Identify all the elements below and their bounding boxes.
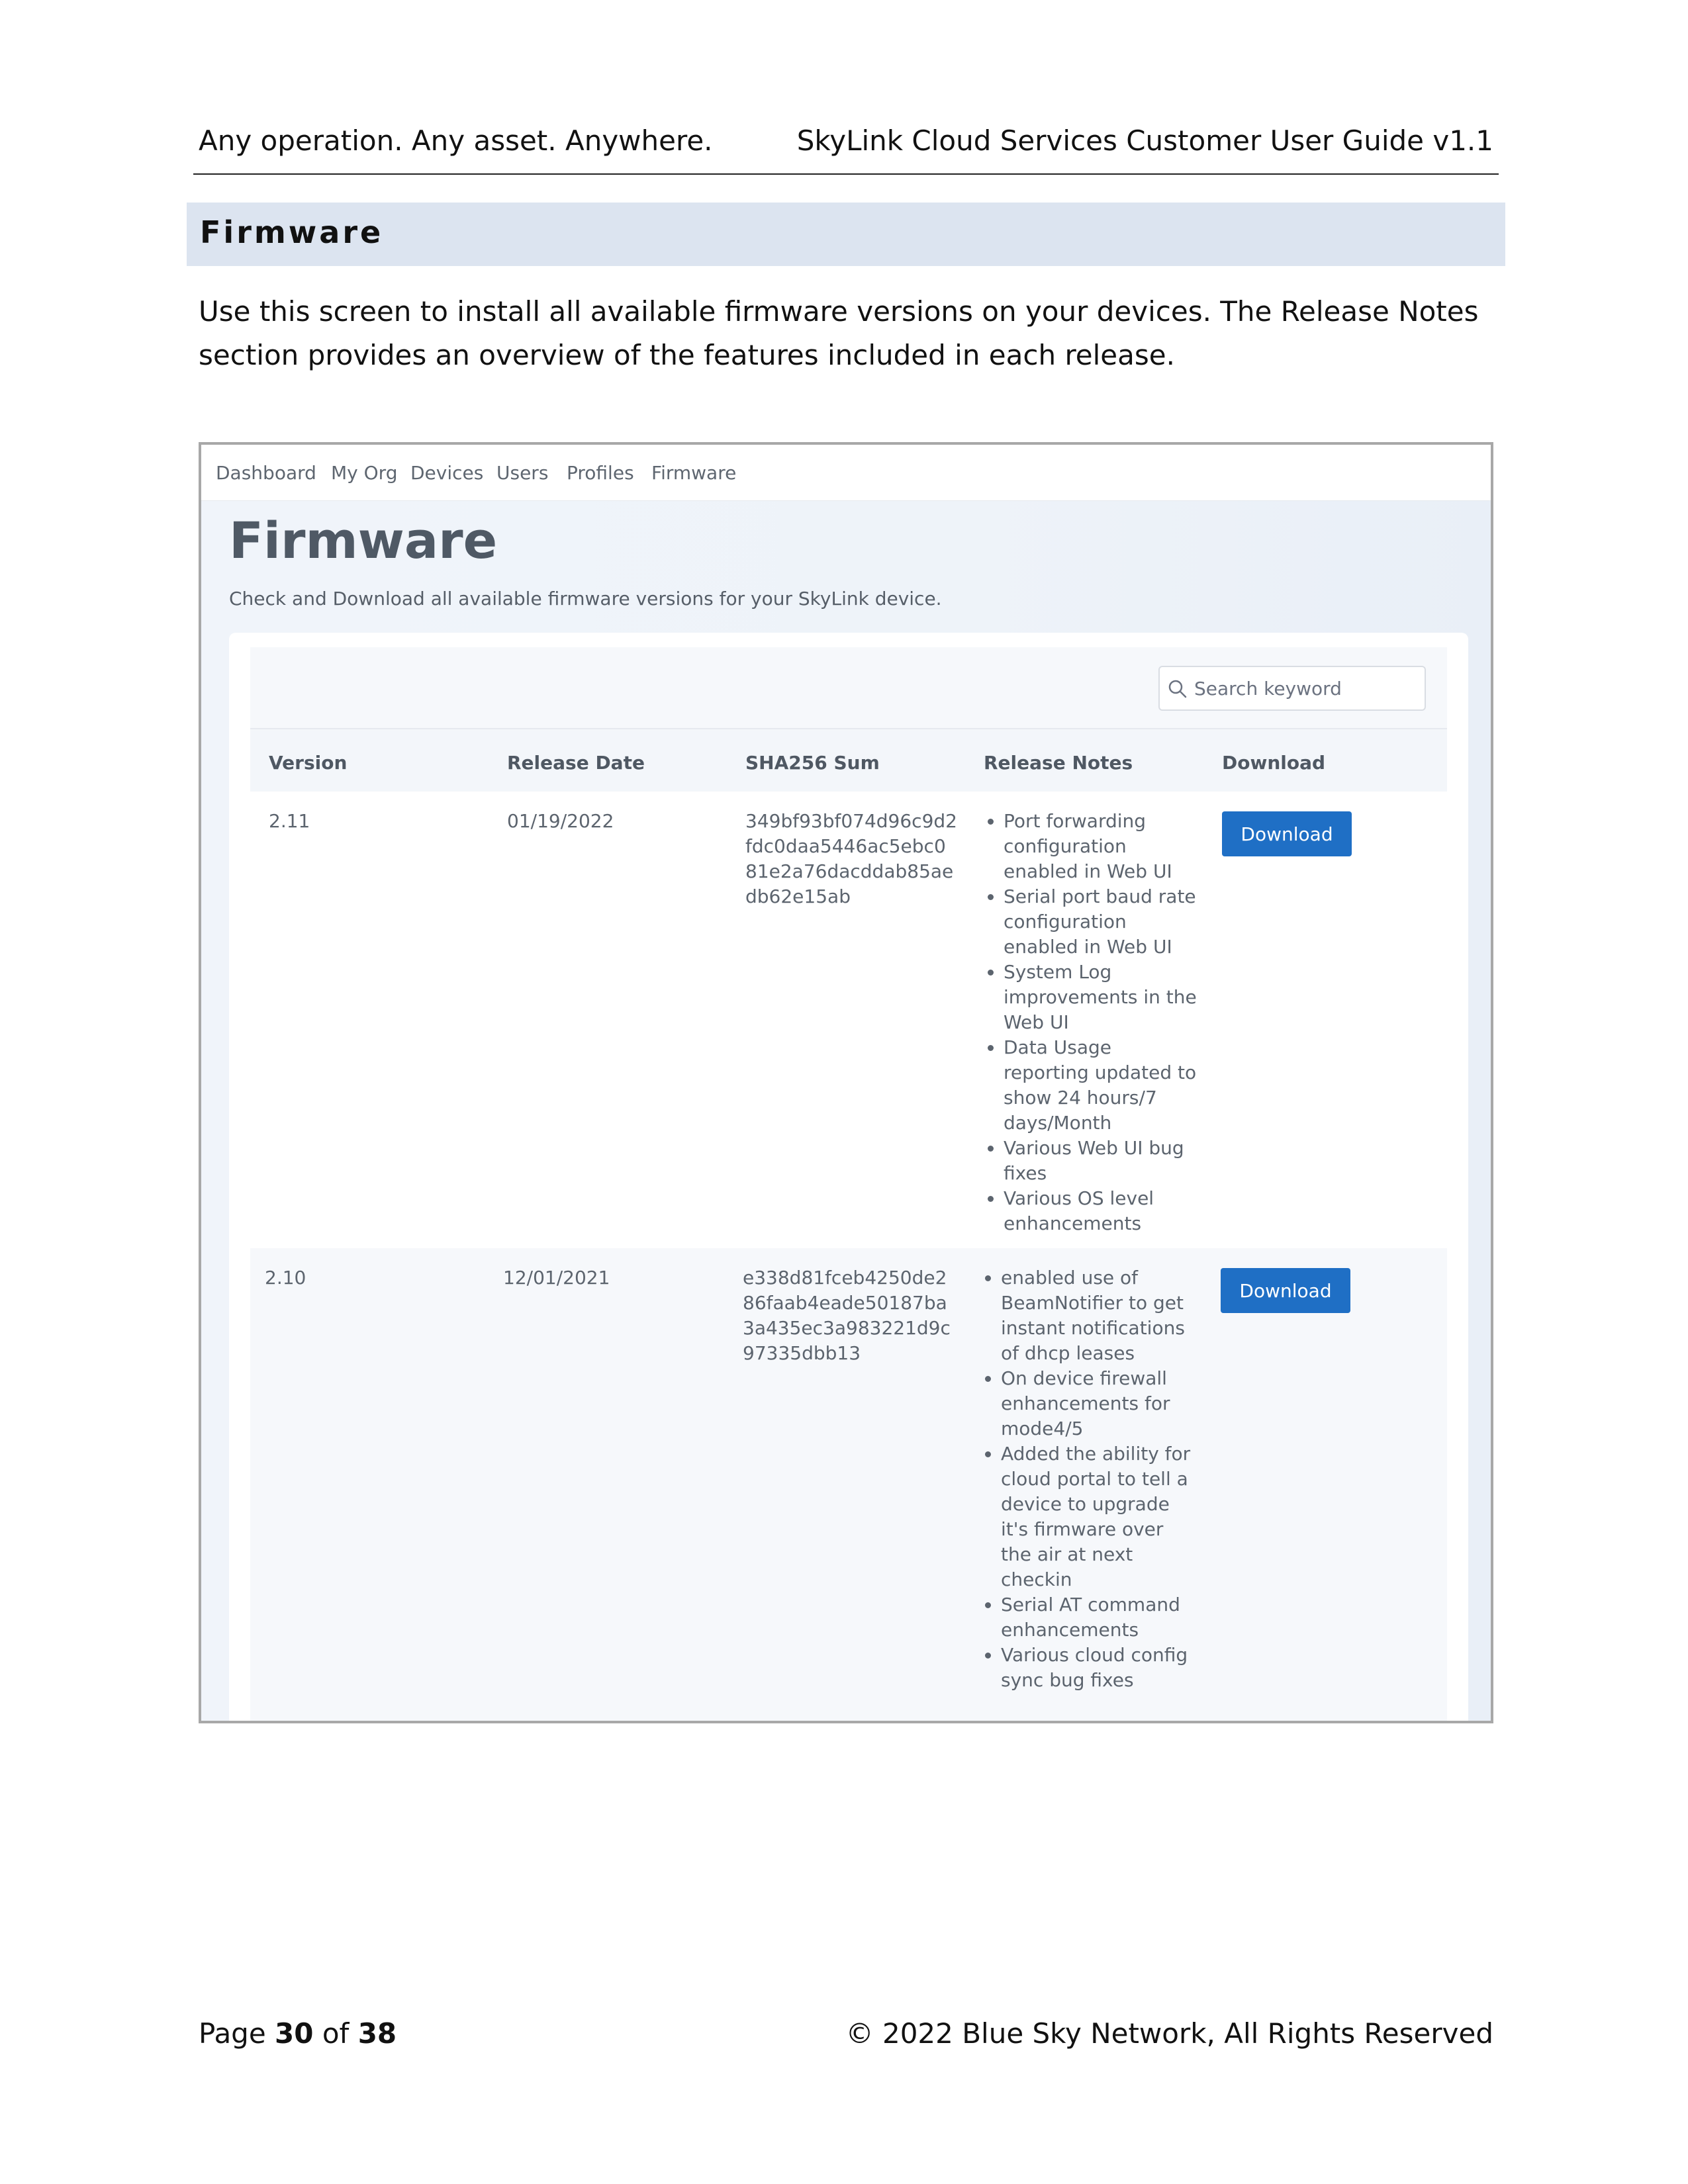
version-cell: 2.10 xyxy=(265,1267,306,1289)
sha256-cell: e338d81fceb4250de286faab4eade50187ba3a435ec3a983221d9c97335dbb13 xyxy=(743,1267,951,1364)
page-total: 38 xyxy=(357,2017,397,2050)
release-note-item: • System Log improvements in the Web UI xyxy=(1004,960,1202,1035)
release-note-item: • Data Usage reporting updated to show 24 hours/7 days/Month xyxy=(1004,1035,1202,1136)
firmware-screenshot xyxy=(199,442,1493,1723)
search-input[interactable] xyxy=(1194,675,1413,702)
release-notes-list xyxy=(981,1265,1199,1693)
col-download: Download xyxy=(1222,752,1326,774)
table-row xyxy=(250,792,1447,1248)
download-button[interactable]: Download xyxy=(1221,1268,1350,1313)
release-note-item: • Serial port baud rate configuration enabled in Web UI xyxy=(1004,884,1202,960)
header-doc-title: SkyLink Cloud Services Customer User Guide v1.1 xyxy=(796,124,1493,157)
release-note-item: • Added the ability for cloud portal to tell a device to upgrade it's firmware over the air at next checkin xyxy=(1001,1441,1199,1592)
page-of-label: of xyxy=(322,2017,350,2050)
col-release-date: Release Date xyxy=(507,752,645,774)
release-notes-cell xyxy=(981,1265,1199,1693)
firmware-page-subtitle: Check and Download all available firmware versions for your SkyLink device. xyxy=(229,588,942,610)
section-intro: Use this screen to install all available firmware versions on your devices. The Release Notes section provides an overview of the features included in each release. xyxy=(199,295,1479,371)
nav-firmware[interactable]: Firmware xyxy=(651,462,737,484)
section-heading-band xyxy=(187,203,1505,266)
sha256-cell: 349bf93bf074d96c9d2fdc0daa5446ac5ebc081e2a76dacddab85aedb62e15ab xyxy=(745,810,957,907)
page-label: Page xyxy=(199,2017,266,2050)
search-box[interactable] xyxy=(1158,666,1426,711)
page-header xyxy=(199,124,1493,167)
page-current: 30 xyxy=(275,2017,314,2050)
firmware-table-panel xyxy=(250,647,1447,1723)
release-note-item: • On device firewall enhancements for mode4/5 xyxy=(1001,1366,1199,1441)
col-sha256: SHA256 Sum xyxy=(745,752,880,774)
nav-profiles[interactable]: Profiles xyxy=(567,462,634,484)
header-divider xyxy=(193,173,1499,175)
copyright-notice: © 2022 Blue Sky Network, All Rights Reserved xyxy=(845,2017,1493,2050)
nav-devices[interactable]: Devices xyxy=(410,462,484,484)
version-cell: 2.11 xyxy=(269,810,310,832)
download-button[interactable]: Download xyxy=(1222,811,1352,856)
section-title: Firmware xyxy=(200,214,384,250)
release-note-item: • Port forwarding configuration enabled in Web UI xyxy=(1004,809,1202,884)
page-number xyxy=(199,2017,397,2050)
release-notes-list xyxy=(984,809,1202,1236)
release-notes-cell xyxy=(984,809,1202,1236)
release-note-item: • Various cloud config sync bug fixes xyxy=(1001,1643,1199,1693)
nav-users[interactable]: Users xyxy=(496,462,549,484)
table-header xyxy=(250,728,1447,793)
release-note-item: • Various Web UI bug fixes xyxy=(1004,1136,1202,1186)
firmware-card xyxy=(229,633,1468,1723)
nav-dashboard[interactable]: Dashboard xyxy=(216,462,316,484)
release-note-item: • Serial AT command enhancements xyxy=(1001,1592,1199,1643)
firmware-page-title: Firmware xyxy=(229,511,498,570)
col-version: Version xyxy=(269,752,348,774)
col-release-notes: Release Notes xyxy=(984,752,1133,774)
table-row xyxy=(250,1248,1447,1723)
header-tagline: Any operation. Any asset. Anywhere. xyxy=(199,124,713,157)
release-date-cell: 12/01/2021 xyxy=(503,1267,610,1289)
release-note-item: • Various OS level enhancements xyxy=(1004,1186,1202,1236)
release-note-item: • enabled use of BeamNotifier to get instant notifications of dhcp leases xyxy=(1001,1265,1199,1366)
search-icon xyxy=(1168,679,1188,699)
release-date-cell: 01/19/2022 xyxy=(507,810,614,832)
top-nav xyxy=(201,445,1491,501)
nav-my-org[interactable]: My Org xyxy=(331,462,398,484)
